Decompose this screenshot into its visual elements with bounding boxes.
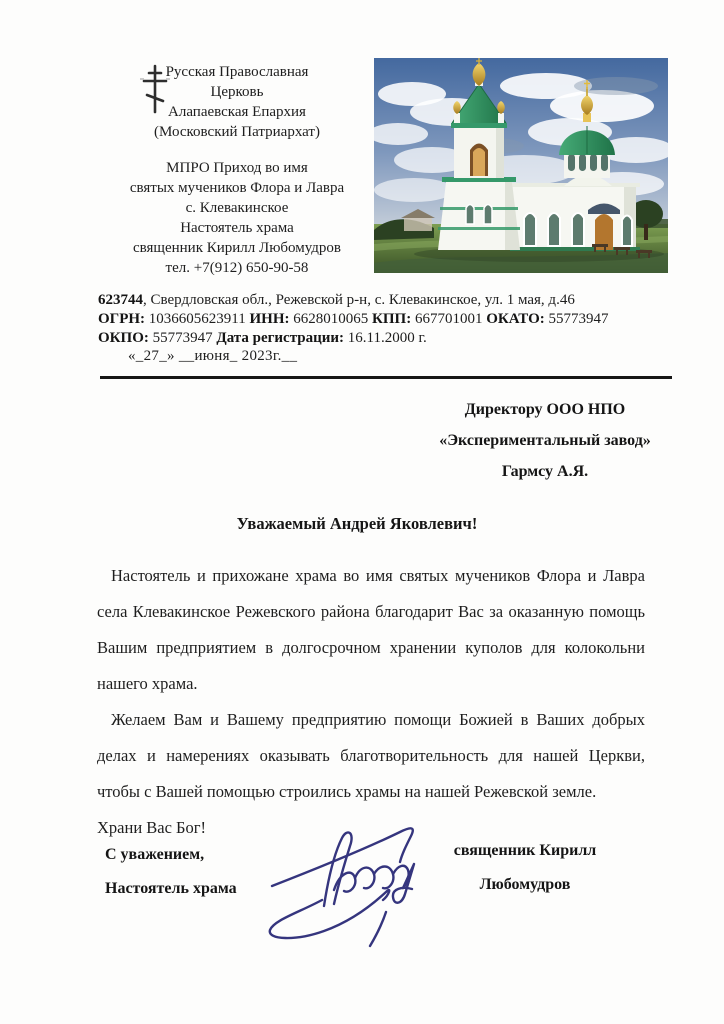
ogrn-label: ОГРН:	[98, 310, 146, 327]
ogrn-value: 1036605623911	[148, 310, 246, 327]
okato-value: 55773947	[548, 310, 609, 327]
okpo-value: 55773947	[152, 329, 213, 346]
postal-address-line	[98, 291, 668, 310]
regards-line: С уважением,	[105, 846, 205, 863]
header-divider	[100, 376, 672, 379]
recipient-block	[420, 394, 670, 487]
kpp-value: 667701001	[414, 310, 483, 327]
okato-label: ОКАТО:	[486, 310, 545, 327]
org-name-line: Церковь	[210, 84, 264, 100]
phone-line: тел. +7(912) 650-90-58	[165, 260, 309, 276]
letter-date-line: «_27_» __июня_ 2023г.__	[128, 348, 298, 365]
parish-line: МПРО Приход во имя	[166, 160, 308, 176]
okpo-label: ОКПО:	[98, 329, 149, 346]
inn-value: 6628010065	[293, 310, 369, 327]
org-name-line: (Московский Патриархат)	[154, 124, 320, 140]
postal-code: 623744	[98, 292, 143, 308]
letterhead-text	[95, 62, 379, 278]
signature-right-block	[425, 834, 625, 902]
regdate-value: 16.11.2000 г.	[347, 329, 427, 346]
org-name-line: Русская Православная	[165, 64, 309, 80]
salutation: Уважаемый Андрей Яковлевич!	[236, 514, 478, 533]
body-paragraph: Храни Вас Бог!	[97, 818, 207, 837]
inn-label: ИНН:	[249, 310, 290, 327]
parish-line: Настоятель храма	[180, 220, 294, 236]
address-text: , Свердловская обл., Режевской р-н, с. Клевакинское, ул. 1 мая, д.46	[143, 292, 575, 308]
okpo-regdate-line	[98, 329, 668, 348]
recipient-line: Директору ООО НПО	[464, 401, 626, 418]
signer-name-line: священник Кирилл	[453, 842, 597, 859]
org-name-line: Алапаевская Епархия	[168, 104, 306, 120]
requisites-block	[98, 291, 668, 366]
registry-codes-line	[98, 310, 668, 329]
recipient-line: «Экспериментальный завод»	[439, 432, 651, 449]
parish-line: святых мучеников Флора и Лавра	[129, 180, 345, 196]
signer-name-line: Любомудров	[479, 876, 571, 893]
body-paragraph: Желаем Вам и Вашему предприятию помощи Божией в Ваших добрых делах и намерениях оказывать благотворительность для нашей Церкви, чтобы с Вашей помощью строились храмы на нашей Режевской земле.	[97, 710, 645, 801]
parish-line: священник Кирилл Любомудров	[132, 240, 342, 256]
church-photo	[374, 58, 668, 273]
signature-left-block	[105, 838, 237, 906]
kpp-label: КПП:	[372, 310, 412, 327]
position-line: Настоятель храма	[105, 880, 237, 897]
recipient-line: Гармсу А.Я.	[501, 463, 589, 480]
body-paragraph: Настоятель и прихожане храма во имя святых мучеников Флора и Лавра села Клевакинское Режевского района благодарит Вас за оказанную помощь Вашим предприятием в долгосрочном хранении куполов для колокольни нашего храма.	[97, 566, 645, 693]
regdate-label: Дата регистрации:	[216, 329, 345, 346]
parish-line: с. Клевакинское	[185, 200, 289, 216]
